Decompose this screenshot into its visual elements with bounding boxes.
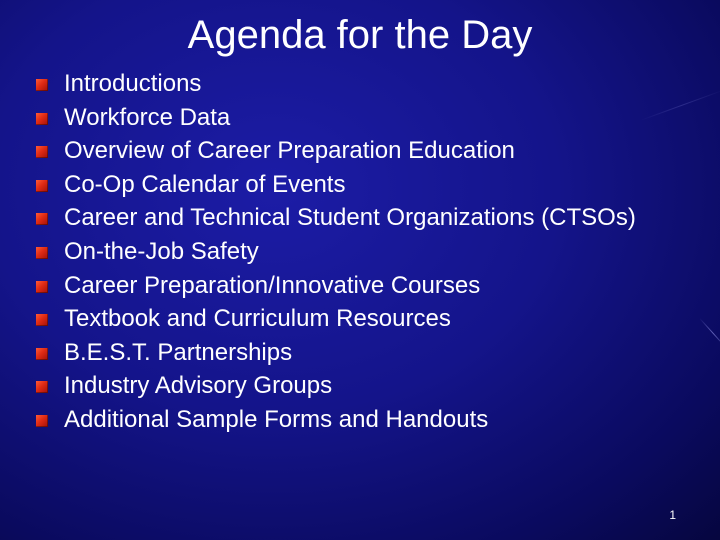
square-bullet-icon (36, 314, 48, 326)
square-bullet-icon (36, 381, 48, 393)
agenda-item-text: On-the-Job Safety (64, 237, 259, 265)
agenda-item-text: Additional Sample Forms and Handouts (64, 405, 489, 433)
agenda-item-text: Industry Advisory Groups (64, 372, 333, 400)
agenda-item (36, 137, 686, 165)
agenda-list (36, 70, 686, 440)
agenda-item-text: B.E.S.T. Partnerships (64, 338, 293, 366)
square-bullet-icon (36, 281, 48, 293)
agenda-item (36, 238, 686, 266)
agenda-item-text: Career and Technical Student Organizations (CTSOs) (64, 204, 636, 232)
agenda-item (36, 104, 686, 132)
square-bullet-icon (36, 113, 48, 125)
square-bullet-icon (36, 247, 48, 259)
square-bullet-icon (36, 348, 48, 360)
square-bullet-icon (36, 213, 48, 225)
square-bullet-icon (36, 146, 48, 158)
agenda-item (36, 372, 686, 400)
agenda-item-text: Career Preparation/Innovative Courses (64, 271, 481, 299)
agenda-item-text: Co-Op Calendar of Events (64, 170, 346, 198)
agenda-item (36, 305, 686, 333)
agenda-item (36, 204, 686, 232)
slide-number: 1 (669, 508, 676, 522)
agenda-item (36, 171, 686, 199)
square-bullet-icon (36, 415, 48, 427)
slide-title: Agenda for the Day (187, 13, 533, 57)
agenda-item (36, 272, 686, 300)
agenda-item-text: Workforce Data (64, 103, 231, 131)
agenda-item-text: Textbook and Curriculum Resources (64, 305, 451, 333)
agenda-item (36, 70, 686, 98)
agenda-item-text: Introductions (64, 70, 202, 97)
agenda-item (36, 339, 686, 367)
square-bullet-icon (36, 180, 48, 192)
agenda-item (36, 406, 686, 434)
light-streak (699, 318, 720, 348)
agenda-item-text: Overview of Career Preparation Education (64, 137, 515, 165)
square-bullet-icon (36, 79, 48, 91)
